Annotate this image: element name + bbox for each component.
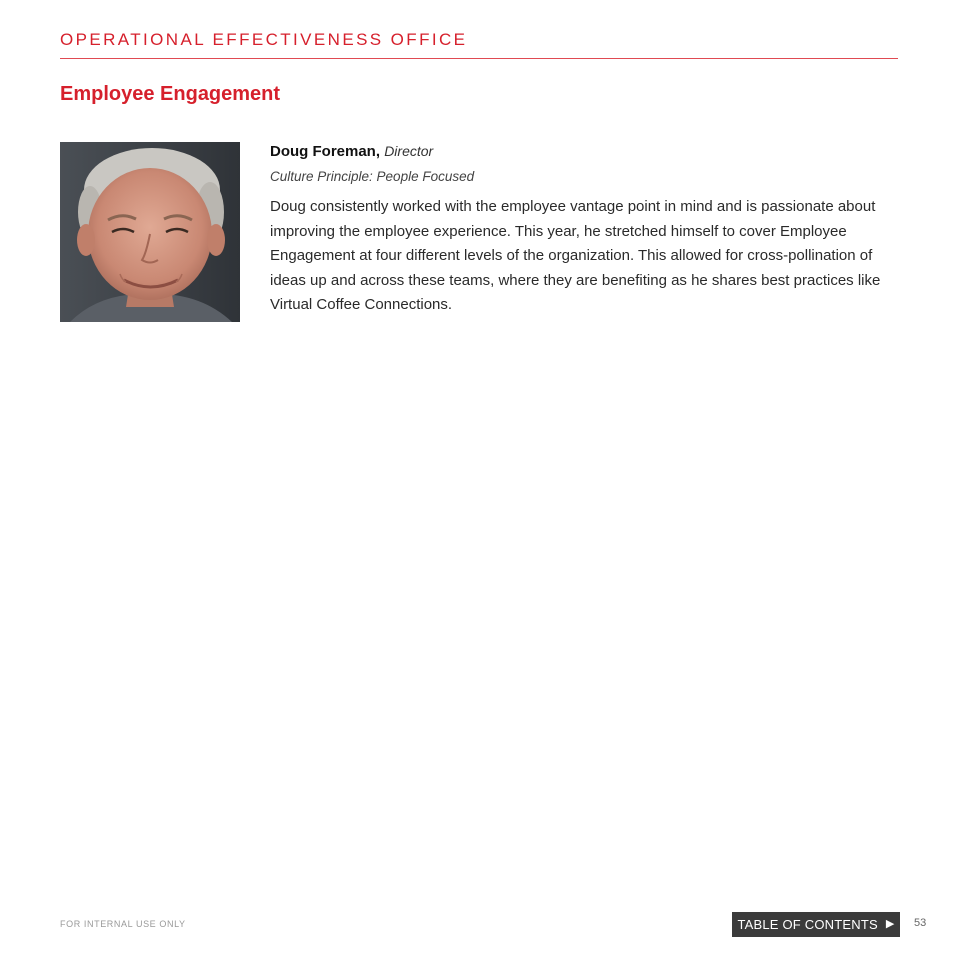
portrait-image	[60, 142, 240, 322]
section-title: Employee Engagement	[60, 83, 281, 105]
person-name: Doug Foreman,	[270, 143, 381, 160]
page-number: 53	[914, 917, 927, 929]
person-role: Director	[384, 143, 434, 159]
profile-bio: Doug consistently worked with the employee vantage point in mind and is passionate about improving the employee experience. This year, he stretched himself to cover Employee Engagement at four different levels of the organization. This allowed for cross-pollination of ideas up and across these teams, where they are benefiting as he shares best practices like Virtual Coffee Connections.	[270, 198, 881, 313]
play-icon: ▶	[885, 918, 895, 930]
table-of-contents-button[interactable]	[732, 912, 900, 937]
office-header: OPERATIONAL EFFECTIVENESS OFFICE	[60, 30, 898, 59]
profile-block	[270, 141, 895, 318]
toc-label: TABLE OF CONTENTS	[737, 917, 878, 932]
profile-photo	[60, 142, 240, 322]
internal-use-note: FOR INTERNAL USE ONLY	[60, 919, 186, 929]
name-line	[270, 141, 895, 162]
culture-principle: Culture Principle: People Focused	[270, 169, 475, 184]
